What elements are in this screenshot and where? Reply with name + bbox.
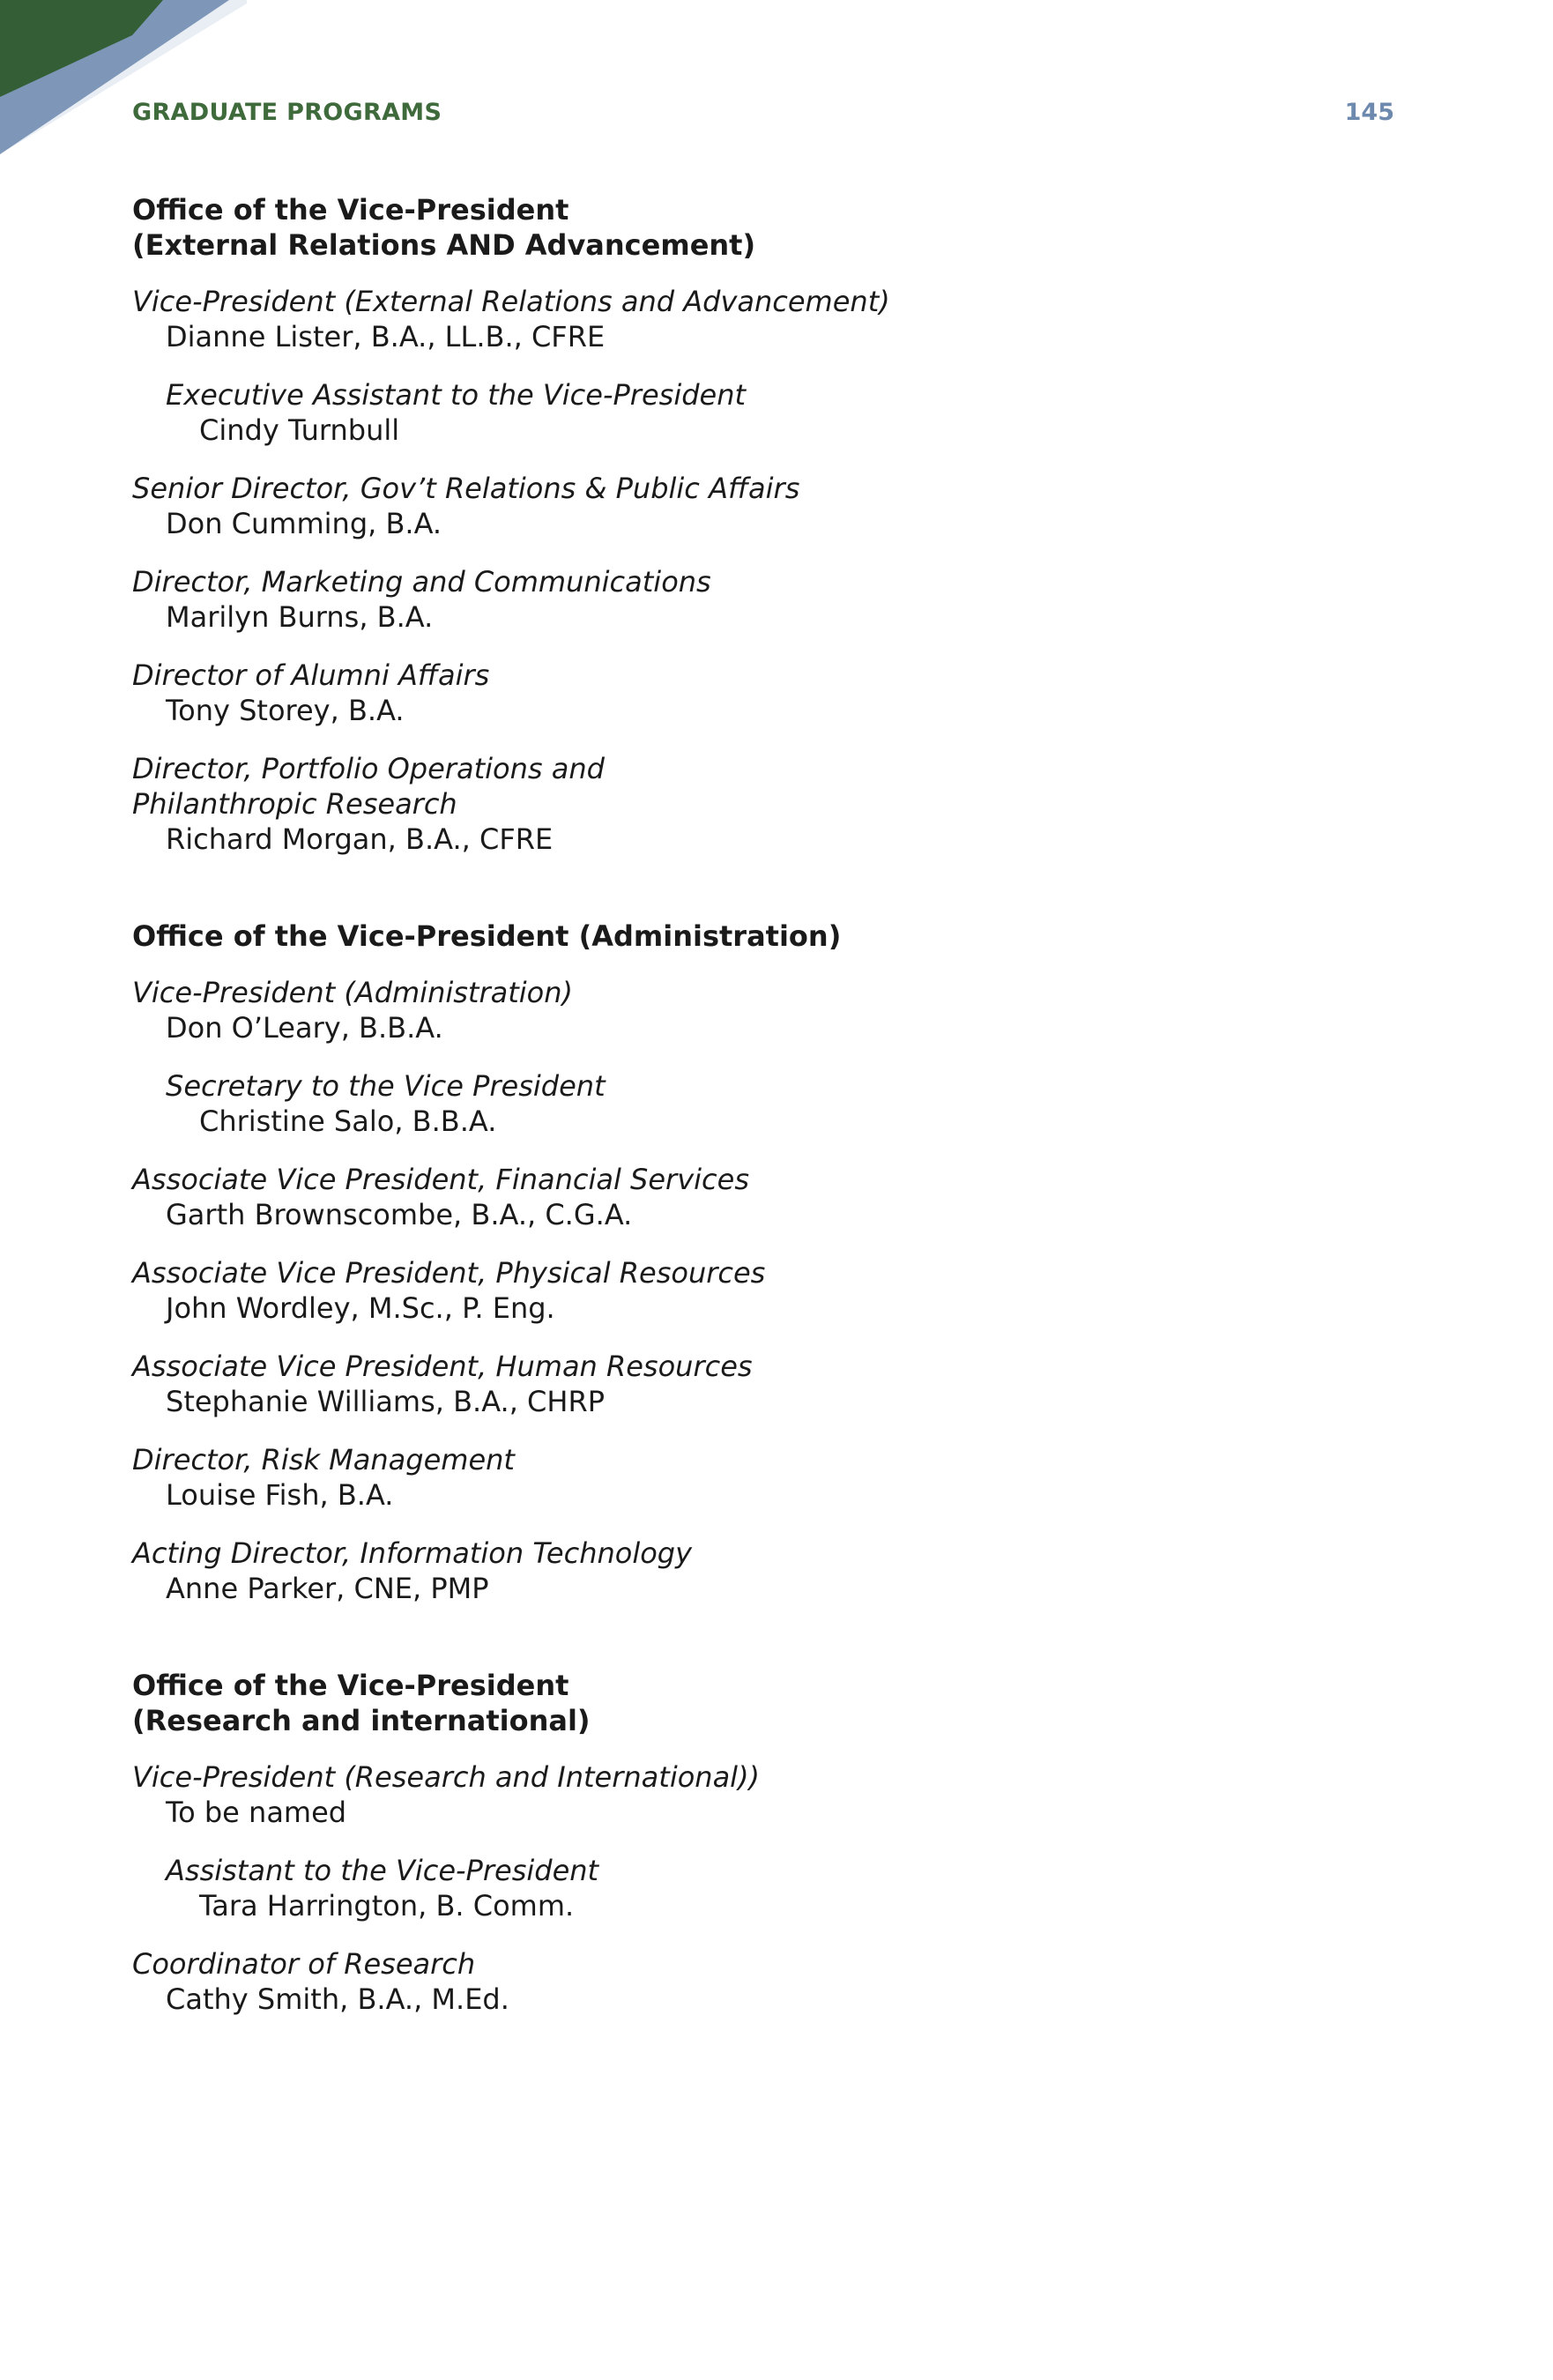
directory-entry — [132, 975, 1278, 1045]
section-heading — [132, 192, 1278, 263]
directory-entry — [132, 284, 1278, 354]
section-heading — [132, 1668, 1278, 1738]
directory-entry — [132, 1255, 1278, 1326]
role-title: Director, Risk Management — [132, 1443, 515, 1476]
person-name: Anne Parker, CNE, PMP — [166, 1572, 489, 1605]
office-section — [132, 192, 1278, 857]
person-name: Marilyn Burns, B.A. — [166, 600, 434, 634]
person-name: Don O’Leary, B.B.A. — [166, 1011, 443, 1045]
page-number: 145 — [1344, 99, 1394, 126]
role-title: Director, Portfolio Operations and — [132, 752, 605, 785]
directory-entry — [132, 751, 1278, 857]
role-title: Assistant to the Vice-President — [166, 1854, 599, 1887]
role-title: Secretary to the Vice President — [166, 1069, 606, 1103]
section-heading-line: Office of the Vice-President (Administration) — [132, 919, 842, 953]
role-title: Director, Marketing and Communications — [132, 565, 711, 599]
person-name: Cathy Smith, B.A., M.Ed. — [166, 1982, 509, 2016]
directory-entry — [132, 1759, 1278, 1830]
section-heading — [132, 919, 1278, 954]
role-title: Executive Assistant to the Vice-President — [166, 378, 747, 412]
corner-decoration — [0, 0, 247, 159]
person-name: Cindy Turnbull — [199, 413, 400, 447]
office-section — [132, 1668, 1278, 2017]
role-title: Associate Vice President, Physical Resources — [132, 1256, 766, 1290]
directory-entry — [132, 564, 1278, 635]
person-name: John Wordley, M.Sc., P. Eng. — [166, 1291, 555, 1325]
person-name: Don Cumming, B.A. — [166, 507, 442, 540]
role-title: Associate Vice President, Human Resources — [132, 1350, 753, 1383]
role-title: Senior Director, Gov’t Relations & Public Affairs — [132, 472, 800, 505]
person-name: Stephanie Williams, B.A., CHRP — [166, 1385, 605, 1418]
directory-entry — [132, 471, 1278, 541]
person-name: Christine Salo, B.B.A. — [199, 1104, 497, 1138]
section-heading-line: (External Relations AND Advancement) — [132, 228, 756, 262]
role-title: Coordinator of Research — [132, 1947, 476, 1981]
person-name: Tara Harrington, B. Comm. — [199, 1889, 575, 1923]
person-name: Richard Morgan, B.A., CFRE — [166, 822, 554, 856]
role-title: Vice-President (Administration) — [132, 976, 573, 1009]
role-title: Associate Vice President, Financial Services — [132, 1163, 749, 1196]
directory-entry — [132, 1162, 1278, 1232]
person-name: Tony Storey, B.A. — [166, 694, 405, 727]
directory-content — [132, 192, 1278, 2079]
office-section — [132, 919, 1278, 1606]
directory-entry — [166, 377, 1278, 448]
section-heading-line: Office of the Vice-President — [132, 193, 569, 227]
person-name: Louise Fish, B.A. — [166, 1478, 394, 1512]
directory-entry — [132, 658, 1278, 728]
role-title: Acting Director, Information Technology — [132, 1536, 693, 1570]
directory-entry — [166, 1068, 1278, 1139]
role-title: Vice-President (External Relations and Advancement) — [132, 285, 890, 318]
role-title: Vice-President (Research and International)) — [132, 1760, 761, 1794]
directory-entry — [132, 1442, 1278, 1513]
role-title: Philanthropic Research — [132, 787, 457, 821]
person-name: To be named — [166, 1796, 347, 1829]
running-title: GRADUATE PROGRAMS — [132, 99, 442, 126]
section-heading-line: (Research and international) — [132, 1704, 591, 1737]
role-title: Director of Alumni Affairs — [132, 658, 490, 692]
person-name: Garth Brownscombe, B.A., C.G.A. — [166, 1198, 633, 1231]
person-name: Dianne Lister, B.A., LL.B., CFRE — [166, 320, 606, 353]
directory-entry — [132, 1946, 1278, 2017]
directory-entry — [166, 1853, 1278, 1923]
directory-entry — [132, 1349, 1278, 1419]
directory-entry — [132, 1536, 1278, 1606]
section-heading-line: Office of the Vice-President — [132, 1669, 569, 1702]
